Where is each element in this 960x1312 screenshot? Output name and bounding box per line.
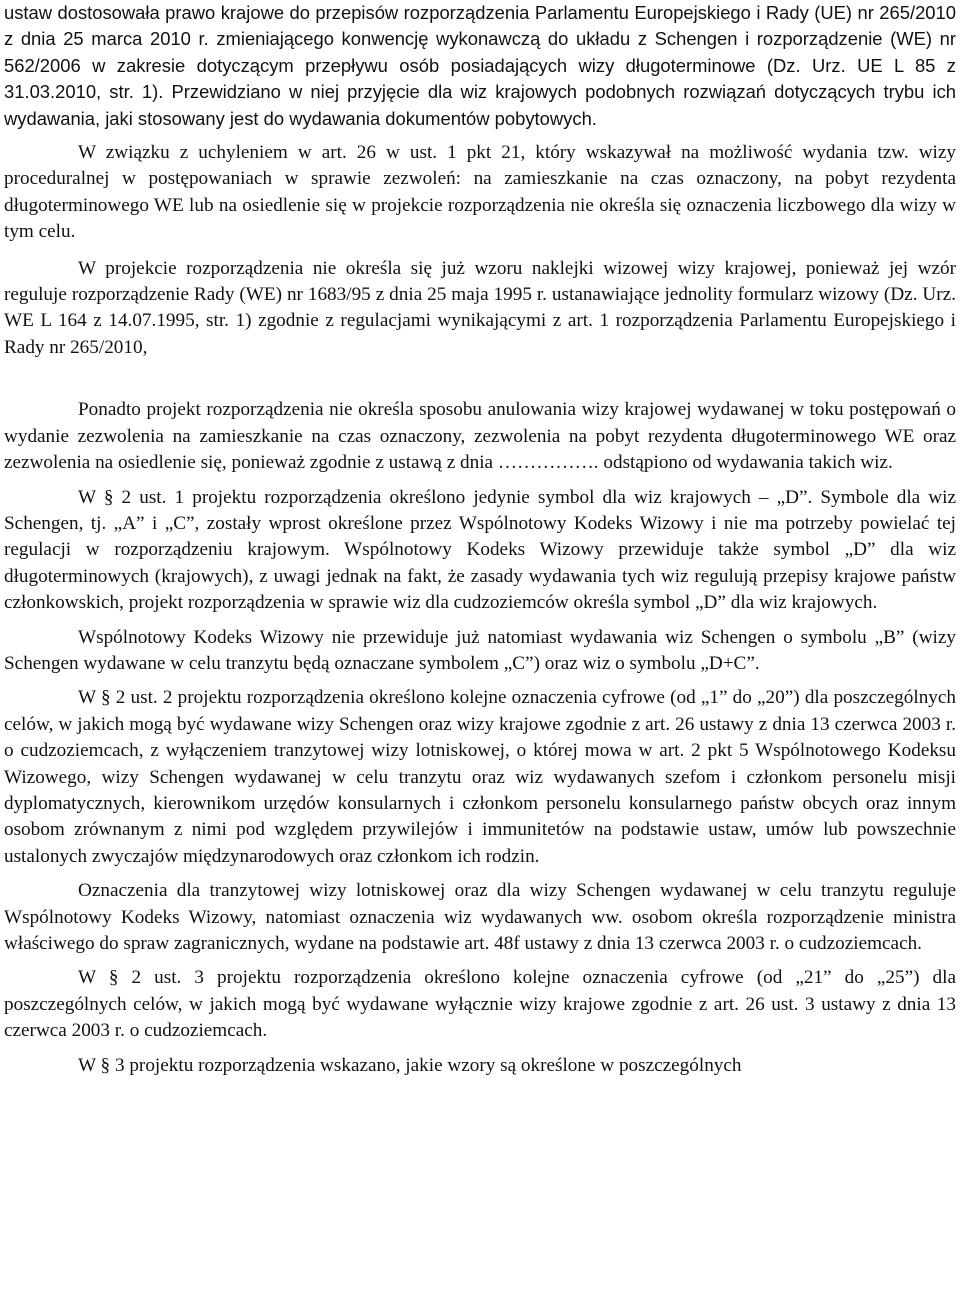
paragraph-10: W § 3 projektu rozporządzenia wskazano, jakie wzory są określone w poszczególnych (78, 1054, 742, 1076)
paragraph-5: W § 2 ust. 1 projektu rozporządzenia określono jedynie symbol dla wiz krajowych – „D”. Symbole dla wiz Schengen, tj. „A” i „C”, zostały wprost określone przez Wspólnotowy Kodeks Wizowy i nie ma potrzeby powielać tej regulacji w rozporządzeniu krajowym. Wspólnotowy Kodeks Wizowy przewiduje także symbol „D” dla wiz długoterminowych (krajowych), z uwagi jednak na fakt, że zasady wydawania tych wiz regulują przepisy krajowe państw członkowskich, projekt rozporządzenia w sprawie wiz dla cudzoziemców określa symbol „D” dla wiz krajowych. (4, 486, 956, 614)
paragraph-9: W § 2 ust. 3 projektu rozporządzenia określono kolejne oznaczenia cyfrowe (od „21” do „25”) dla poszczególnych celów, w jakich mogą być wydawane wyłącznie wizy krajowe zgodnie z art. 26 ust. 3 ustawy z dnia 13 czerwca 2003 r. o cudzoziemcach. (4, 967, 956, 1042)
paragraph-2: W związku z uchyleniem w art. 26 w ust. 1 pkt 21, który wskazywał na możliwość wydania tzw. wizy proceduralnej w postępowaniach w sprawie zezwoleń: na zamieszkanie na czas oznaczony, na pobyt rezydenta długoterminowego WE lub na osiedlenie się w projekcie rozporządzenia nie określa się oznaczenia liczbowego dla wizy w tym celu. (4, 142, 956, 243)
paragraph-7: W § 2 ust. 2 projektu rozporządzenia określono kolejne oznaczenia cyfrowe (od „1” do „20”) dla poszczególnych celów, w jakich mogą być wydawane wizy Schengen oraz wizy krajowe zgodnie z art. 26 ustawy z dnia 13 czerwca 2003 r. o cudzoziemcach, z wyłączeniem tranzytowej wizy lotniskowej, o której mowa w art. 2 pkt 5 Wspólnotowego Kodeksu Wizowego, wizy Schengen wydawanej w celu tranzytu oraz wiz wydawanych szefom i członkom personelu misji dyplomatycznych, kierownikom urzędów konsularnych i członkom personelu konsularnego państw obcych oraz innym osobom zrównanym z nimi pod względem przywilejów i immunitetów na podstawie ustaw, umów lub powszechnie ustalonych zwyczajów międzynarodowych oraz członkom ich rodzin. (4, 687, 956, 867)
document-page (4, 0, 956, 1079)
paragraph-3: W projekcie rozporządzenia nie określa się już wzoru naklejki wizowej wizy krajowej, ponieważ jej wzór reguluje rozporządzenie Rady (WE) nr 1683/95 z dnia 25 maja 1995 r. ustanawiające jednolity formularz wizowy (Dz. Urz. WE L 164 z 14.07.1995, str. 1) zgodnie z regulacjami wynikającymi z art. 1 rozporządzenia Parlamentu Europejskiego i Rady nr 265/2010, (4, 257, 956, 358)
paragraph-8: Oznaczenia dla tranzytowej wizy lotniskowej oraz dla wizy Schengen wydawanej w celu tranzytu reguluje Wspólnotowy Kodeks Wizowy, natomiast oznaczenia wiz wydawanych ww. osobom określa rozporządzenie ministra właściwego do spraw zagranicznych, wydane na podstawie art. 48f ustawy z dnia 13 czerwca 2003 r. o cudzoziemcach. (4, 880, 956, 954)
paragraph-4: Ponadto projekt rozporządzenia nie określa sposobu anulowania wizy krajowej wydawanej w toku postępowań o wydanie zezwolenia na zamieszkanie na czas oznaczony, zezwolenia na pobyt rezydenta długoterminowego WE oraz zezwolenia na osiedlenie się, ponieważ zgodnie z ustawą z dnia ……………. odstąpiono od wydawania takich wiz. (4, 399, 956, 474)
paragraph-1: ustaw dostosowała prawo krajowe do przepisów rozporządzenia Parlamentu Europejskiego i Rady (UE) nr 265/2010 z dnia 25 marca 2010 r. zmieniającego konwencję wykonawczą do układu z Schengen i rozporządzenie (WE) nr 562/2006 w zakresie dotyczącym przepływu osób posiadających wizy długoterminowe (Dz. Urz. UE L 85 z 31.03.2010, str. 1). Przewidziano w niej przyjęcie dla wiz krajowych podobnych rozwiązań dotyczących trybu ich wydawania, jaki stosowany jest do wydawania dokumentów pobytowych. (4, 2, 956, 129)
paragraph-6: Wspólnotowy Kodeks Wizowy nie przewiduje już natomiast wydawania wiz Schengen o symbolu „B” (wizy Schengen wydawane w celu tranzytu będą oznaczane symbolem „C”) oraz wiz o symbolu „D+C”. (4, 626, 956, 674)
